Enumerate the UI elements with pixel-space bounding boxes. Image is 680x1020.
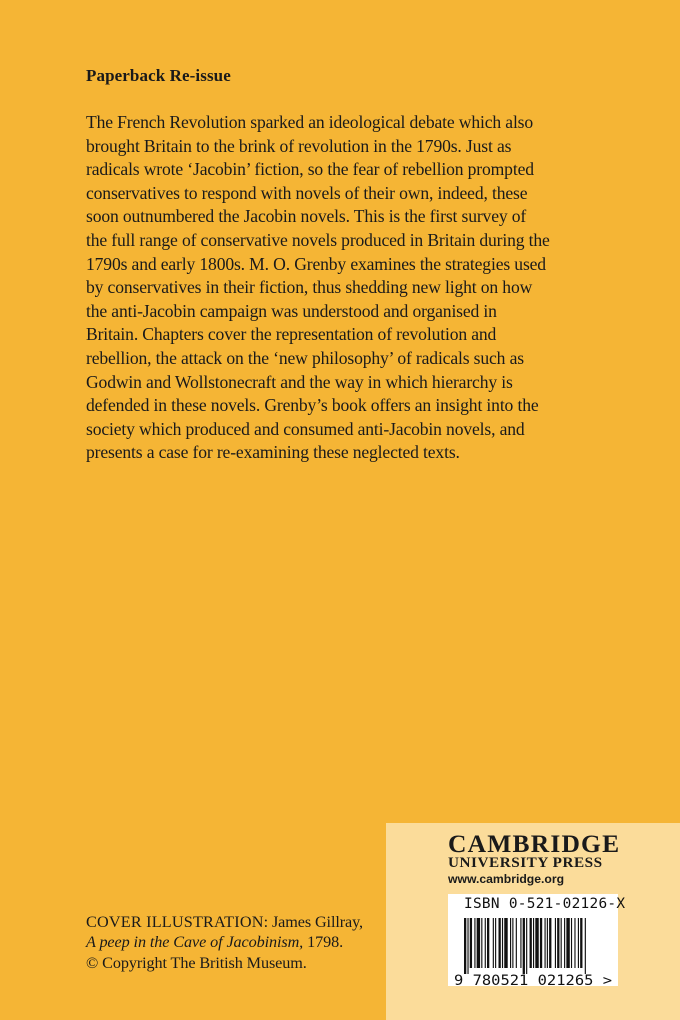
barcode-bar bbox=[477, 918, 480, 968]
barcode-bar bbox=[574, 918, 575, 968]
credit-line-work bbox=[86, 932, 363, 952]
barcode-bar bbox=[566, 918, 569, 968]
barcode-bar bbox=[520, 918, 521, 968]
barcode-bar bbox=[564, 918, 565, 968]
barcode-bar bbox=[585, 918, 586, 974]
barcode-bar bbox=[487, 918, 489, 968]
blurb-line: soon outnumbered the Jacobin novels. This is the first survey of bbox=[86, 206, 527, 227]
barcode-bar bbox=[510, 918, 511, 968]
blurb-line: the full range of conservative novels produced in Britain during the bbox=[86, 229, 550, 250]
blurb-line: the anti-Jacobin campaign was understood and organised in bbox=[86, 300, 497, 321]
publisher-name: CAMBRIDGE bbox=[448, 829, 621, 858]
barcode-bar bbox=[549, 918, 551, 968]
barcode-bar bbox=[467, 918, 468, 974]
edition-badge: Paperback Re-issue bbox=[86, 66, 231, 85]
blurb-line: 1790s and early 1800s. M. O. Grenby examines the strategies used bbox=[86, 253, 546, 274]
barcode-bar bbox=[535, 918, 538, 968]
blurb-line: Godwin and Wollstonecraft and the way in which hierarchy is bbox=[86, 371, 513, 392]
barcode-bar bbox=[533, 918, 534, 968]
blurb-line: presents a case for re-examining these neglected texts. bbox=[86, 442, 460, 463]
publisher-url: www.cambridge.org bbox=[448, 872, 565, 886]
barcode-bar bbox=[464, 918, 466, 974]
barcode-bar bbox=[545, 918, 546, 968]
blurb-line: radicals wrote ‘Jacobin’ fiction, so the fear of rebellion prompted bbox=[86, 159, 534, 180]
barcode-bar bbox=[516, 918, 517, 968]
barcode-bar bbox=[495, 918, 496, 968]
barcode-bar bbox=[540, 918, 542, 968]
barcode-bar bbox=[474, 918, 475, 968]
barcode-bar bbox=[547, 918, 548, 968]
barcode-bars bbox=[464, 918, 586, 974]
barcode-bar bbox=[481, 918, 482, 968]
credit-year: 1798. bbox=[303, 933, 344, 952]
isbn-label: ISBN 0-521-02126-X bbox=[464, 896, 626, 912]
blurb-line: rebellion, the attack on the ‘new philosophy’ of radicals such as bbox=[86, 347, 524, 368]
barcode-bar bbox=[580, 918, 582, 968]
barcode-bar bbox=[523, 918, 525, 974]
barcode-bar bbox=[526, 918, 527, 974]
blurb-line: brought Britain to the brink of revolution in the 1790s. Just as bbox=[86, 135, 512, 156]
barcode-bar bbox=[499, 918, 501, 968]
barcode-bar bbox=[561, 918, 562, 968]
publisher-subtitle: UNIVERSITY PRESS bbox=[448, 854, 603, 871]
blurb-line: conservatives to respond with novels of their own, indeed, these bbox=[86, 182, 528, 203]
barcode bbox=[454, 912, 614, 988]
barcode-bar bbox=[555, 918, 556, 968]
credit-copyright: © Copyright The British Museum. bbox=[86, 953, 307, 972]
credit-line-artist bbox=[86, 912, 363, 932]
barcode-bar bbox=[493, 918, 494, 968]
barcode-bar bbox=[571, 918, 572, 968]
blurb-line: Britain. Chapters cover the representation of revolution and bbox=[86, 324, 497, 345]
barcode-bar bbox=[557, 918, 559, 968]
credit-artist: : James Gillray, bbox=[263, 913, 364, 931]
barcode-bar bbox=[504, 918, 507, 968]
barcode-bar bbox=[578, 918, 579, 968]
blurb-line: The French Revolution sparked an ideological debate which also bbox=[86, 112, 534, 132]
barcode-bar bbox=[502, 918, 503, 968]
barcode-bar bbox=[512, 918, 513, 968]
barcode-bar bbox=[485, 918, 486, 968]
blurb-line: society which produced and consumed anti-Jacobin novels, and bbox=[86, 418, 525, 439]
barcode-bar bbox=[530, 918, 532, 968]
blurb-line: defended in these novels. Grenby’s book offers an insight into the bbox=[86, 395, 539, 416]
barcode-number: 9 780521 021265 > bbox=[454, 972, 613, 988]
blurb-paragraph bbox=[86, 111, 626, 465]
cover-illustration-credit bbox=[86, 912, 363, 973]
credit-label: COVER ILLUSTRATION bbox=[86, 913, 264, 931]
credit-work-title: A peep in the Cave of Jacobinism, bbox=[86, 933, 304, 952]
barcode-bar bbox=[470, 918, 472, 968]
blurb-line: by conservatives in their fiction, thus shedding new light on how bbox=[86, 277, 533, 298]
